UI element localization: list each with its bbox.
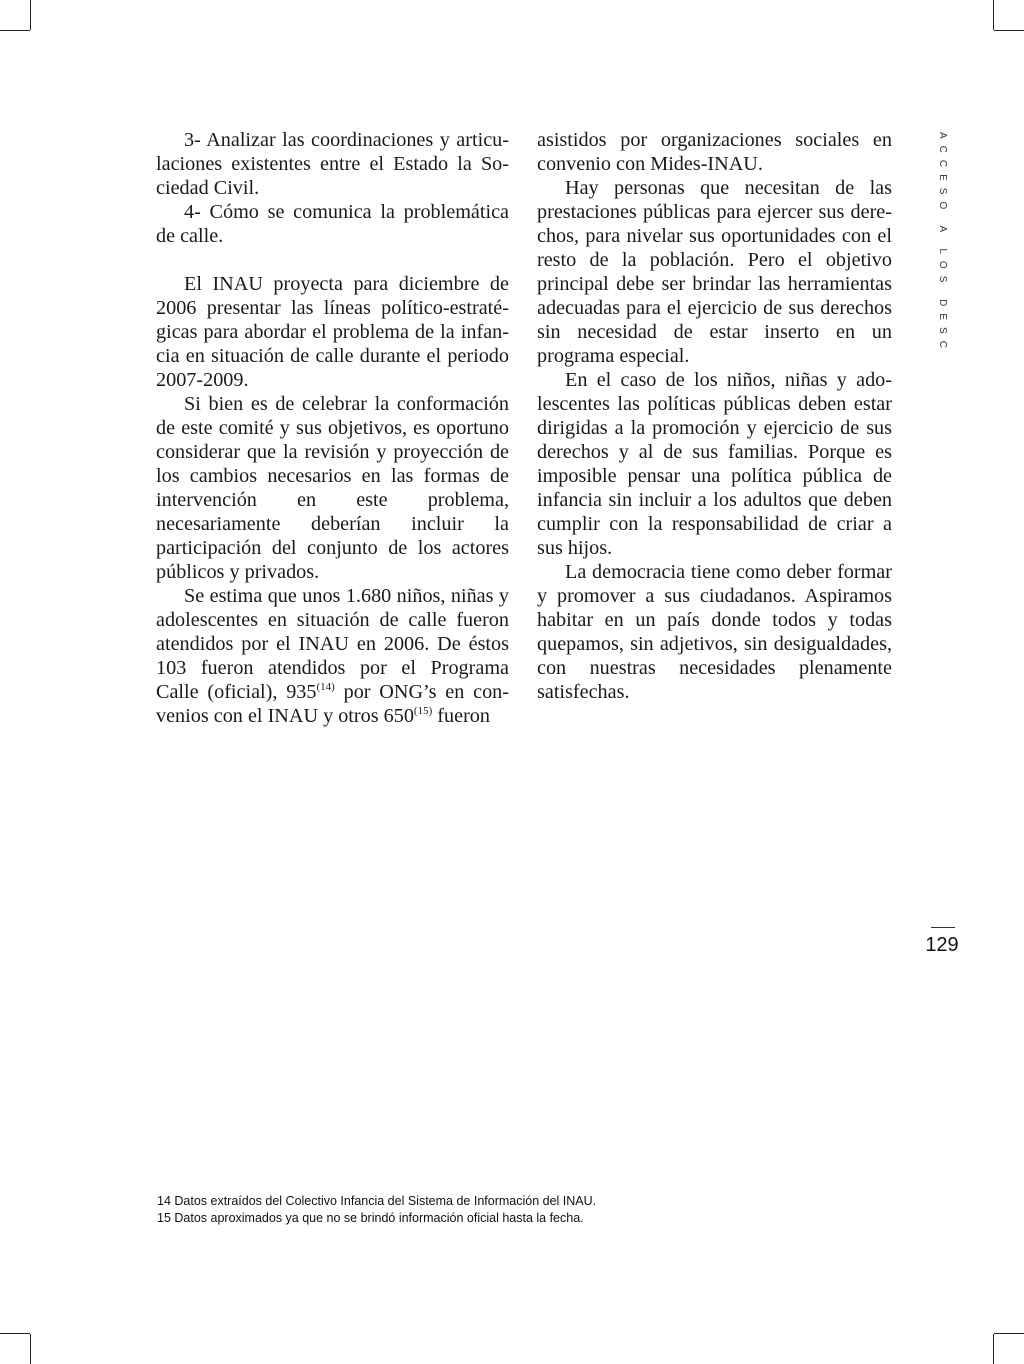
crop-mark-bottom-right-h (994, 1333, 1024, 1334)
crop-mark-top-left-h (0, 30, 30, 31)
footnote: 14 Datos extraídos del Colectivo Infancia del Sistema de Información del INAU. (157, 1194, 597, 1208)
paragraph: Hay personas que necesitan de las prestaciones públicas para ejercer sus derechos, para nivelar sus oportunidades con el resto de la población. Pero el objetivo principal debe ser brindar las herramientas adecuadas para el ejercicio de sus derechos sin necesidad de estar inserto en un programa especial. (537, 177, 892, 367)
page-number: 129 (925, 934, 959, 956)
page-number-rule (931, 927, 955, 928)
paragraph: 4- Cómo se comunica la problemática de calle. (156, 201, 509, 247)
footnote-ref-15: (15) (413, 705, 433, 717)
paragraph: 3- Analizar las coordinaciones y articulaciones existentes entre el Estado la Sociedad Civil. (156, 129, 509, 199)
paragraph: asistidos por organizaciones sociales en convenio con Mides-INAU. (537, 129, 892, 175)
text-run: Se estima que unos 1.680 niños, niñas y adolescentes en situación de calle fueron atendidos por el INAU en 2006. De éstos 103 fueron atendidos por el Programa Calle (oficial), 935 (156, 585, 509, 703)
paragraph: Si bien es de celebrar la conformación de este comité y sus objetivos, es oportuno considerar que la revisión y proyección de los cambios necesarios en las formas de intervención en este problema, necesariamente deberían incluir la participación del conjunto de los actores públicos y privados. (156, 393, 509, 583)
text-run: fueron (432, 705, 490, 727)
text-run: por ONG’s en convenios con el INAU y otros 650 (156, 681, 509, 727)
right-column (537, 128, 892, 704)
paragraph: En el caso de los niños, niñas y adolescentes las políticas públicas deben estar dirigidas a la promoción y ejercicio de sus derechos y al de sus familias. Porque es imposible pensar una política pública de infancia sin incluir a los adultos que deben cumplir con la responsabilidad de criar a sus hijos. (537, 369, 892, 559)
crop-mark-top-right-v (993, 0, 994, 30)
footnotes (157, 1193, 757, 1227)
crop-mark-bottom-left-v (30, 1334, 31, 1364)
crop-mark-bottom-right-v (993, 1334, 994, 1364)
paragraph: El INAU proyecta para diciembre de 2006 presentar las líneas político-estratégicas para abordar el problema de la infancia en situación de calle durante el periodo 2007-2009. (156, 273, 509, 391)
left-column (156, 128, 509, 728)
crop-mark-top-right-h (994, 30, 1024, 31)
paragraph-with-references (156, 584, 509, 728)
crop-mark-top-left-v (30, 0, 31, 30)
paragraph: La democracia tiene como deber formar y promover a sus ciudadanos. Aspiramos habitar en un país donde todos y todas quepamos, sin adjetivos, sin desigualdades, con nuestras necesidades plenamente satisfechas. (537, 561, 892, 703)
running-head: ACCESO A LOS DESC (937, 132, 948, 355)
crop-mark-bottom-left-h (0, 1333, 30, 1334)
footnote-ref-14: (14) (316, 681, 335, 693)
footnote: 15 Datos aproximados ya que no se brindó información oficial hasta la fecha. (157, 1211, 584, 1225)
